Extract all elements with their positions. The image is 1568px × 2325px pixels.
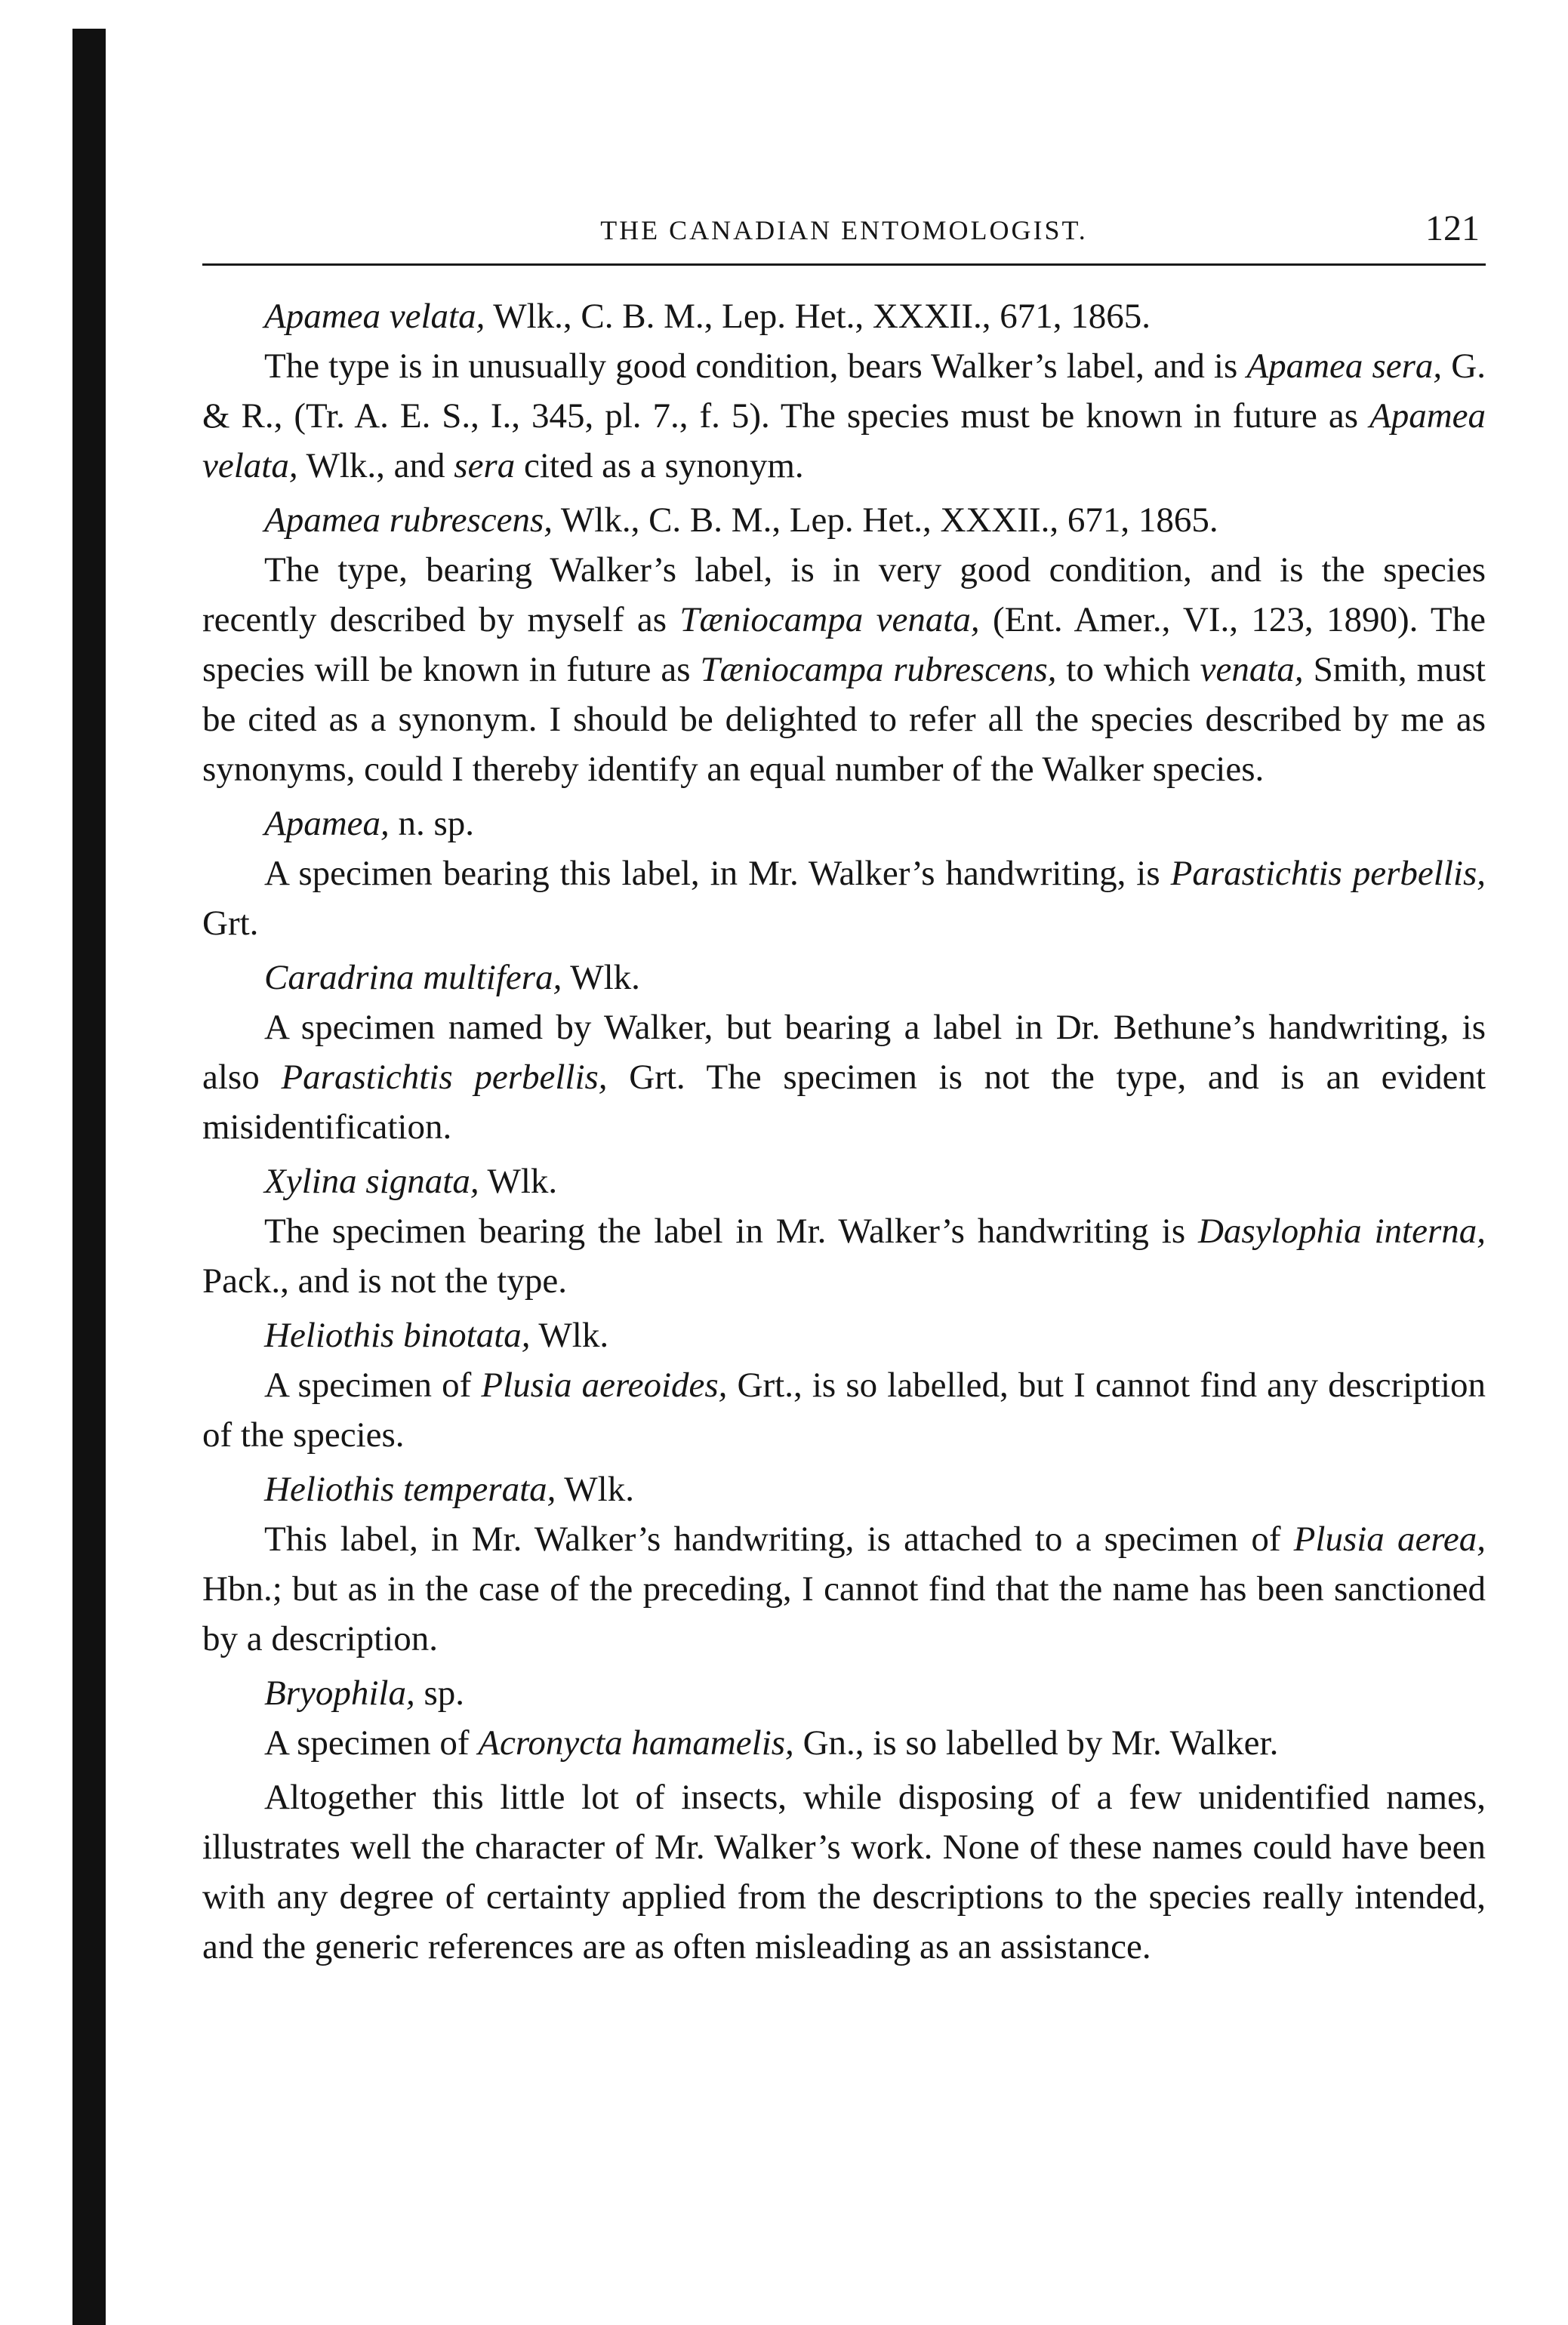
taxon-name: Heliothis binotata, (264, 1316, 531, 1355)
page-number: 121 (1425, 208, 1480, 248)
article-body (202, 291, 1486, 1972)
note-text: Wlk., and (297, 446, 454, 485)
note-text: Grt., is so labelled, but I cannot find any description of the species. (202, 1366, 1486, 1455)
header-rule (202, 263, 1486, 266)
taxon-note (202, 1514, 1486, 1664)
note-italic: Plusia aereoides, (481, 1366, 728, 1405)
taxon-note (202, 1206, 1486, 1306)
note-italic: Plusia aerea, (1293, 1520, 1486, 1559)
note-italic: Tæniocampa venata, (679, 600, 980, 639)
taxon-citation: sp. (414, 1674, 465, 1713)
note-text: Gn., is so labelled by Mr. Walker. (793, 1723, 1279, 1763)
note-text: to which (1056, 650, 1200, 689)
note-italic: Tæniocampa rubrescens, (700, 650, 1057, 689)
taxon-note (202, 1002, 1486, 1152)
note-text: A specimen of (264, 1723, 479, 1763)
note-text: Grt. (202, 904, 259, 943)
note-italic: Parastichtis perbellis, (281, 1058, 608, 1097)
note-text: The type is in unusually good condition, bears Walker’s label, and is (264, 346, 1247, 386)
page (202, 208, 1486, 1972)
running-title: THE CANADIAN ENTOMOLOGIST. (600, 215, 1088, 245)
taxon-name: Bryophila, (264, 1674, 415, 1713)
taxon-name: Xylina signata, (264, 1162, 479, 1201)
closing-paragraph: Altogether this little lot of insects, while disposing of a few unidentified names, illustrates well the character of Mr. Walker’s work. None of these names could have been with any degree of certainty applied from the descriptions to the species really intended, and the generic references are as often misleading as an assistance. (202, 1778, 1486, 1966)
entry-apamea-n-sp (202, 799, 1486, 948)
taxon-citation: Wlk. (562, 958, 640, 997)
note-italic: Apamea velata, (202, 396, 1486, 485)
taxon-note (202, 1718, 1486, 1768)
taxon-heading (202, 291, 1486, 341)
taxon-heading (202, 495, 1486, 545)
note-text: The specimen bearing the label in Mr. Walker’s handwriting is (264, 1212, 1198, 1251)
note-text: G. & R., (Tr. A. E. S., I., 345, pl. 7., f. 5). The species must be known in future as (202, 346, 1486, 436)
taxon-heading (202, 1310, 1486, 1360)
taxon-citation: Wlk., C. B. M., Lep. Het., XXXII., 671, 1865. (485, 297, 1151, 336)
taxon-heading (202, 1668, 1486, 1718)
taxon-citation: n. sp. (389, 804, 475, 843)
entry-heliothis-binotata (202, 1310, 1486, 1460)
note-italic: Dasylophia interna, (1197, 1212, 1486, 1251)
taxon-note (202, 848, 1486, 948)
taxon-citation: Wlk. (530, 1316, 609, 1355)
taxon-citation: Wlk., C. B. M., Lep. Het., XXXII., 671, 1865. (553, 500, 1218, 540)
note-text: Grt. The specimen is not the type, and is an evident misidentification. (202, 1058, 1486, 1147)
note-italic: sera (454, 446, 516, 485)
entry-heliothis-temperata (202, 1464, 1486, 1664)
note-text: cited as a synonym. (515, 446, 804, 485)
taxon-heading (202, 1464, 1486, 1514)
entry-caradrina-multifera (202, 953, 1486, 1152)
note-text: A specimen bearing this label, in Mr. Walker’s handwriting, is (264, 854, 1171, 893)
taxon-note (202, 545, 1486, 794)
book-spine-shadow (72, 29, 106, 2325)
note-text: (Ent. Amer., VI., 123, 1890). The species will be known in future as (202, 600, 1486, 689)
taxon-heading (202, 1156, 1486, 1206)
taxon-note (202, 1360, 1486, 1460)
note-text: A specimen named by Walker, but bearing a label in Dr. Bethune’s handwriting, is also (202, 1008, 1486, 1097)
note-italic: Parastichtis perbellis, (1170, 854, 1486, 893)
entry-apamea-rubrescens (202, 495, 1486, 794)
taxon-heading (202, 953, 1486, 1002)
note-text: Hbn.; but as in the case of the preceding, I cannot find that the name has been sanctioned by a description. (202, 1569, 1486, 1658)
taxon-name: Apamea velata, (264, 297, 485, 336)
note-italic: venata, (1200, 650, 1304, 689)
taxon-citation: Wlk. (556, 1470, 634, 1509)
taxon-name: Apamea rubrescens, (264, 500, 553, 540)
taxon-citation: Wlk. (479, 1162, 558, 1201)
note-text: A specimen of (264, 1366, 482, 1405)
note-italic: Acronycta hamamelis, (478, 1723, 794, 1763)
taxon-heading (202, 799, 1486, 848)
entry-bryophila-sp (202, 1668, 1486, 1768)
note-italic: Apamea sera, (1246, 346, 1443, 386)
page-header (202, 208, 1486, 260)
taxon-note (202, 341, 1486, 491)
note-text: The type, bearing Walker’s label, is in very good condition, and is the species recently described by myself as (202, 550, 1486, 639)
taxon-name: Heliothis temperata, (264, 1470, 556, 1509)
entry-xylina-signata (202, 1156, 1486, 1306)
note-text: Pack., and is not the type. (202, 1261, 567, 1301)
taxon-name: Caradrina multifera, (264, 958, 562, 997)
note-text: This label, in Mr. Walker’s handwriting, is attached to a specimen of (264, 1520, 1294, 1559)
note-text: Smith, must be cited as a synonym. I should be delighted to refer all the species described by me as synonyms, could I thereby identify an equal number of the Walker species. (202, 650, 1486, 789)
entry-apamea-velata (202, 291, 1486, 491)
taxon-name: Apamea, (264, 804, 390, 843)
